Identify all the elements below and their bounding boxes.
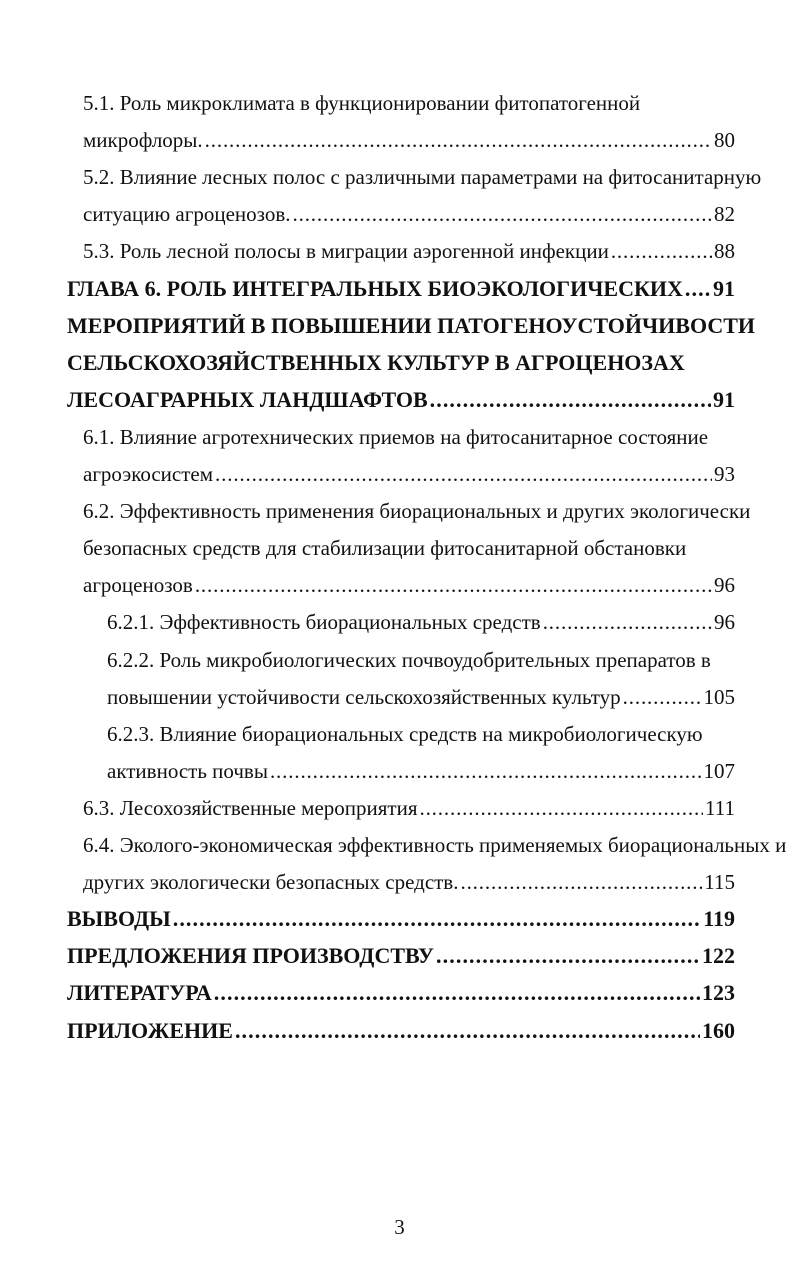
- toc-entry-title: 5.3. Роль лесной полосы в миграции аэрогенной инфекции: [83, 239, 609, 264]
- toc-entry-page: 80: [714, 128, 735, 153]
- toc-entry-page: 96: [714, 573, 735, 598]
- toc-leader-dots: [430, 385, 711, 415]
- toc-entry: [107, 719, 735, 749]
- toc-leader-dots: [205, 125, 712, 155]
- toc-entry: [83, 125, 735, 155]
- toc-entry: [67, 311, 756, 341]
- toc-entry-page: 122: [702, 943, 735, 969]
- toc-entry-title: 6.2.1. Эффективность биорациональных средств: [107, 610, 541, 635]
- toc-entry: [67, 348, 735, 378]
- toc-entry-title: ПРИЛОЖЕНИЕ: [67, 1017, 233, 1043]
- toc-entry-title: МЕРОПРИЯТИЙ В ПОВЫШЕНИИ ПАТОГЕНОУСТОЙЧИВОСТИ: [67, 312, 756, 338]
- toc-entry-page: 91: [713, 275, 735, 301]
- toc-leader-dots: [235, 1016, 700, 1046]
- toc-entry-title: активность почвы: [107, 758, 268, 783]
- toc-entry: [83, 422, 735, 452]
- toc-entry-title: агроценозов: [83, 573, 193, 598]
- toc-leader-dots: [173, 904, 701, 934]
- toc-entry-title: СЕЛЬСКОХОЗЯЙСТВЕННЫХ КУЛЬТУР В АГРОЦЕНОЗАХ: [67, 349, 685, 375]
- toc-entry-title: 6.4. Эколого-экономическая эффективность применяемых биорациональных и: [83, 833, 787, 857]
- toc-leader-dots: [611, 236, 712, 266]
- toc-entry-title: ГЛАВА 6. РОЛЬ ИНТЕГРАЛЬНЫХ БИОЭКОЛОГИЧЕСКИХ: [67, 275, 683, 301]
- toc-entry: [67, 1016, 735, 1046]
- toc-entry-title: повышении устойчивости сельскохозяйственных культур: [107, 684, 621, 709]
- toc-leader-dots: [195, 570, 712, 600]
- toc-entry: [67, 274, 735, 304]
- toc-leader-dots: [419, 793, 703, 823]
- toc-entry-page: 111: [705, 795, 735, 820]
- toc-entry-page: 88: [714, 239, 735, 264]
- toc-entry: [83, 496, 751, 526]
- toc-entry: [107, 682, 735, 712]
- toc-entry-page: 123: [702, 980, 735, 1006]
- toc-entry-title: ЛИТЕРАТУРА: [67, 980, 212, 1006]
- toc-entry-title: ЛЕСОАГРАРНЫХ ЛАНДШАФТОВ: [67, 386, 428, 412]
- toc-entry-page: 160: [702, 1017, 735, 1043]
- toc-entry: [83, 88, 735, 118]
- toc-entry-title: 6.2.2. Роль микробиологических почвоудобрительных препаратов в: [107, 647, 711, 672]
- toc-entry-title: агроэкосистем: [83, 462, 214, 486]
- toc-entry-title: 6.2. Эффективность применения биорациональных и других экологически: [83, 499, 751, 524]
- toc-leader-dots: [623, 682, 702, 712]
- toc-entry-page: 107: [703, 758, 735, 783]
- toc-entry: [83, 867, 735, 897]
- toc-leader-dots: [214, 978, 700, 1008]
- toc-entry-title: безопасных средств для стабилизации фитосанитарной обстановки: [83, 536, 687, 561]
- toc-entry: [83, 570, 735, 600]
- toc-entry-title: 6.2.3. Влияние биорациональных средств на микробиологическую: [107, 721, 703, 746]
- toc-entry-title: 5.2. Влияние лесных полос с различными параметрами на фитосанитарную: [83, 165, 762, 190]
- toc-entry-title: микрофлоры.: [83, 128, 203, 153]
- toc-entry-title: 6.3. Лесохозяйственные мероприятия: [83, 795, 418, 820]
- toc-entry: [83, 236, 735, 266]
- toc-entry: [107, 645, 735, 675]
- toc-entry: [107, 756, 735, 786]
- toc-leader-dots: [685, 274, 711, 304]
- toc-entry-page: 119: [703, 906, 735, 932]
- toc-entry: [83, 162, 762, 192]
- toc-entry: [107, 607, 735, 637]
- toc-leader-dots: [543, 607, 712, 637]
- toc-entry-title: ПРЕДЛОЖЕНИЯ ПРОИЗВОДСТВУ: [67, 943, 435, 969]
- toc-entry: [83, 199, 735, 229]
- toc-entry: [83, 830, 787, 860]
- toc-entry: [83, 533, 735, 563]
- page-number: 3: [394, 1215, 405, 1239]
- toc-leader-dots: [293, 199, 713, 229]
- toc-entry-page: 105: [703, 684, 735, 709]
- toc-entry: [67, 978, 735, 1008]
- toc-entry-title: ВЫВОДЫ: [67, 906, 171, 932]
- toc-entry-title: ситуацию агроценозов.: [83, 202, 291, 227]
- toc-entry-title: 5.1. Роль микроклимата в функционировании фитопатогенной: [83, 91, 641, 115]
- toc-leader-dots: [436, 941, 700, 971]
- toc-entry-page: 91: [713, 386, 735, 412]
- toc-leader-dots: [270, 756, 702, 786]
- toc-entry-title: других экологически безопасных средств.: [83, 870, 459, 895]
- toc-entry: [83, 793, 735, 823]
- toc-entry: [67, 385, 735, 415]
- toc-entry: [67, 941, 735, 971]
- toc-entry-page: 96: [714, 610, 735, 635]
- toc-leader-dots: [460, 867, 702, 897]
- toc-leader-dots: [215, 459, 712, 489]
- toc-entry-page: 82: [714, 202, 735, 227]
- toc-entry-title: 6.1. Влияние агротехнических приемов на фитосанитарное состояние: [83, 424, 709, 449]
- toc-entry-page: 115: [704, 870, 735, 895]
- toc-entry: [83, 459, 735, 489]
- toc-entry-page: 93: [714, 462, 735, 486]
- toc-entry: [67, 904, 735, 934]
